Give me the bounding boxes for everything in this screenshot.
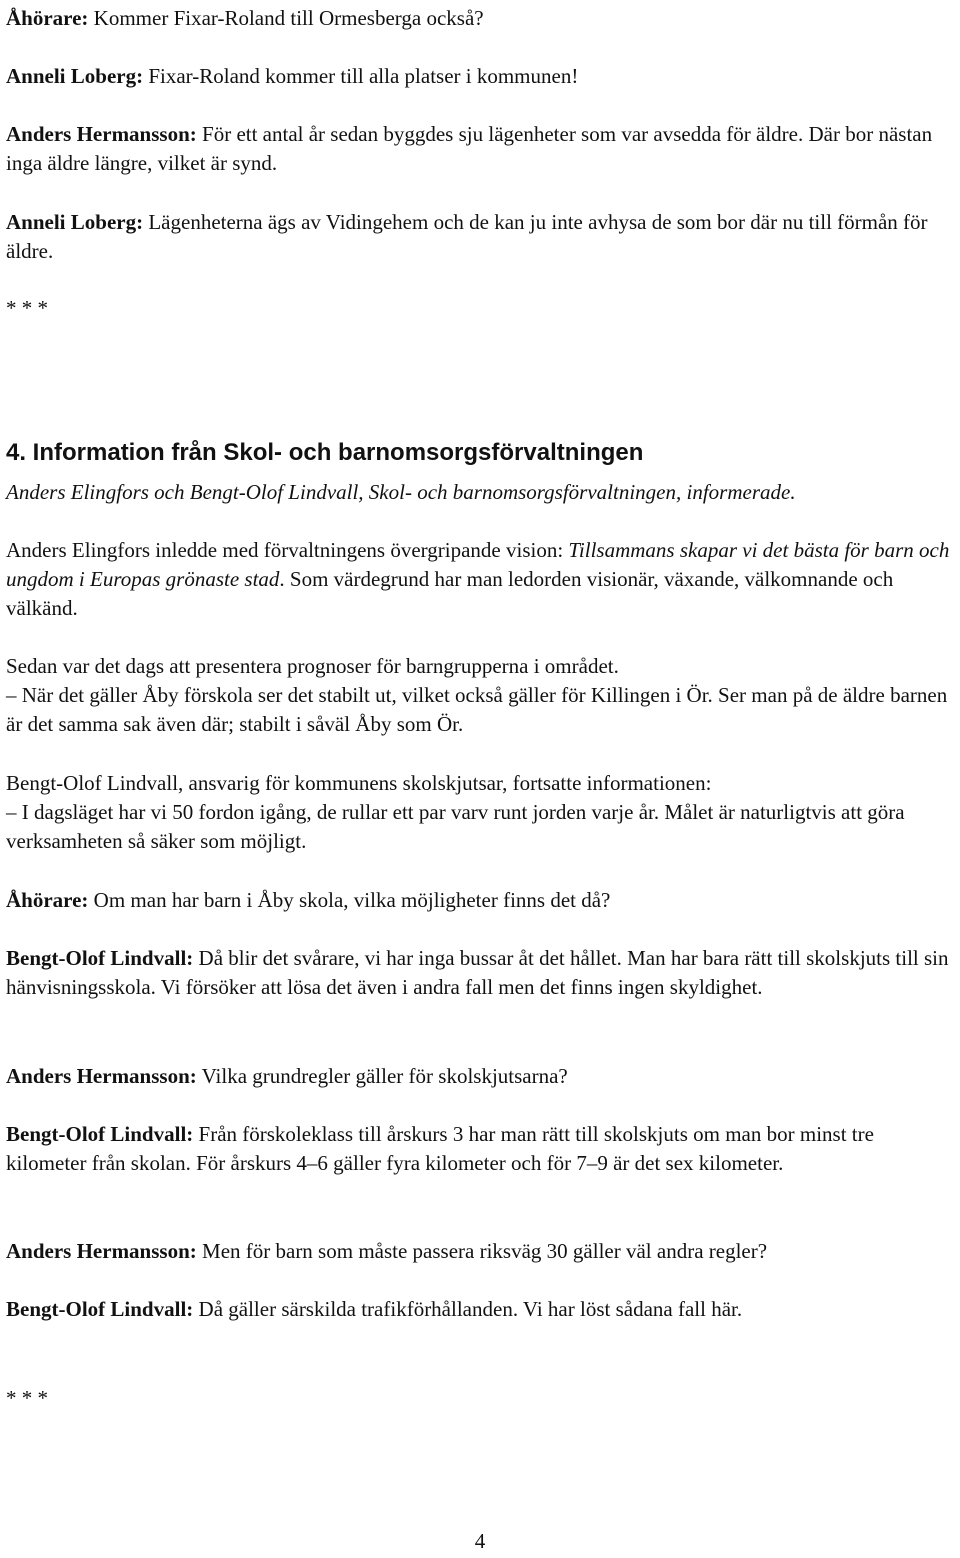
speaker-name: Åhörare: — [6, 888, 89, 912]
paragraph-anders-hermansson-3 — [6, 1237, 952, 1266]
vision-quote: Tillsammans skapar vi det bästa för barn och ungdom i Europas grönaste stad — [6, 538, 950, 591]
paragraph-line: – I dagsläget har vi 50 fordon igång, de rullar ett par varv runt jorden varje år. Målet är naturligtvis att göra verksamheten så säker som möjligt. — [6, 800, 905, 853]
intro-italic: Anders Elingfors och Bengt-Olof Lindvall, Skol- och barnomsorgsförvaltningen, informerade. — [6, 480, 796, 504]
speaker-name: Bengt-Olof Lindvall: — [6, 1297, 194, 1321]
paragraph-text: Fixar-Roland kommer till alla platser i kommunen! — [143, 64, 579, 88]
paragraph-audience-question-1 — [6, 4, 952, 33]
speaker-name: Anneli Loberg: — [6, 210, 144, 234]
speaker-name: Bengt-Olof Lindvall: — [6, 1122, 194, 1146]
speaker-name: Anneli Loberg: — [6, 64, 144, 88]
speaker-name: Anders Hermansson: — [6, 122, 197, 146]
paragraph-text: Kommer Fixar-Roland till Ormesberga också? — [88, 6, 484, 30]
paragraph-anneli-loberg-2 — [6, 208, 952, 266]
speaker-name: Åhörare: — [6, 6, 89, 30]
paragraph-text: . Som värdegrund har man ledorden visionär, växande, välkomnande och välkänd. — [6, 567, 894, 620]
section-separator: * * * — [6, 296, 48, 320]
speaker-name: Anders Hermansson: — [6, 1239, 197, 1263]
speaker-name: Bengt-Olof Lindvall: — [6, 946, 194, 970]
paragraph-anders-hermansson-1 — [6, 120, 952, 178]
speaker-name: Anders Hermansson: — [6, 1064, 197, 1088]
paragraph-text: För ett antal år sedan byggdes sju lägenheter som var avsedda för äldre. Där bor nästan inga äldre längre, vilket är synd. — [6, 122, 933, 175]
page-number: 4 — [474, 1529, 486, 1553]
paragraph-text: Vilka grundregler gäller för skolskjutsarna? — [196, 1064, 568, 1088]
paragraph-school-transport — [6, 769, 952, 856]
paragraph-line: Sedan var det dags att presentera prognoser för barngrupperna i området. — [6, 654, 619, 678]
paragraph-audience-question-2 — [6, 886, 952, 915]
section-heading: 4. Information från Skol- och barnomsorgsförvaltningen — [6, 439, 644, 466]
paragraph-bengt-olof-lindvall-1 — [6, 944, 952, 1002]
paragraph-anders-hermansson-2 — [6, 1062, 952, 1091]
paragraph-anneli-loberg-1 — [6, 62, 952, 91]
paragraph-text: Men för barn som måste passera riksväg 30 gäller väl andra regler? — [196, 1239, 768, 1263]
paragraph-prognoses — [6, 652, 952, 739]
paragraph-bengt-olof-lindvall-3 — [6, 1295, 952, 1324]
paragraph-line: – När det gäller Åby förskola ser det stabilt ut, vilket också gäller för Killingen i Ör. Ser man på de äldre barnen är det samma sak även där; stabilt i såväl Åby som Ör. — [6, 683, 948, 736]
paragraph-text: Då blir det svårare, vi har inga bussar åt det hållet. Man har bara rätt till skolskjuts till sin hänvisningsskola. Vi försöker att lösa det även i andra fall men det finns ingen skyldighet. — [6, 946, 949, 999]
section-separator: * * * — [6, 1386, 48, 1410]
paragraph-vision — [6, 536, 952, 623]
paragraph-text: Från förskoleklass till årskurs 3 har man rätt till skolskjuts om man bor minst tre kilometer från skolan. För årskurs 4–6 gäller fyra kilometer och för 7–9 är det sex kilometer. — [6, 1122, 874, 1175]
paragraph-text: Lägenheterna ägs av Vidingehem och de kan ju inte avhysa de som bor där nu till förmån för äldre. — [6, 210, 928, 263]
paragraph-bengt-olof-lindvall-2 — [6, 1120, 952, 1178]
paragraph-text: Anders Elingfors inledde med förvaltningens övergripande vision: — [6, 538, 569, 562]
paragraph-line: Bengt-Olof Lindvall, ansvarig för kommunens skolskjutsar, fortsatte informationen: — [6, 771, 712, 795]
paragraph-text: Då gäller särskilda trafikförhållanden. Vi har löst sådana fall här. — [193, 1297, 743, 1321]
paragraph-text: Om man har barn i Åby skola, vilka möjligheter finns det då? — [88, 888, 611, 912]
